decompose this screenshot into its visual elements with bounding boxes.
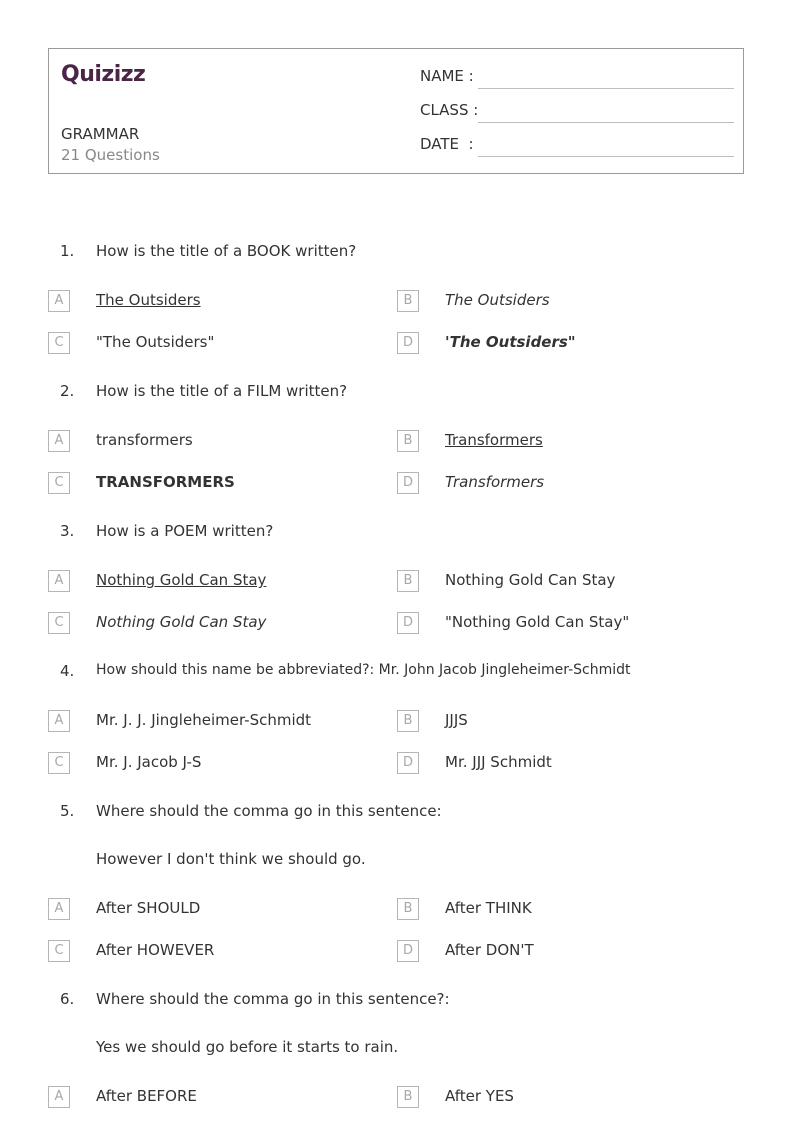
question-text: Where should the comma go in this sentence?: — [96, 990, 450, 1008]
option-d-text[interactable]: "Nothing Gold Can Stay" — [445, 613, 630, 631]
option-letter-b[interactable]: B — [397, 710, 419, 732]
option-letter-b[interactable]: B — [397, 898, 419, 920]
option-letter-a[interactable]: A — [48, 290, 70, 312]
option-letter-d[interactable]: D — [397, 612, 419, 634]
name-field[interactable] — [420, 67, 734, 91]
quizizz-logo-icon — [61, 59, 153, 89]
option-letter-b[interactable]: B — [397, 430, 419, 452]
question-text: How is the title of a BOOK written? — [96, 242, 357, 260]
option-b-text[interactable]: After YES — [445, 1087, 514, 1105]
option-letter-b[interactable]: B — [397, 1086, 419, 1108]
question-number: 5. — [60, 802, 75, 820]
option-b-text[interactable]: After THINK — [445, 899, 532, 917]
question-text: How is the title of a FILM written? — [96, 382, 348, 400]
option-c-text[interactable]: TRANSFORMERS — [96, 473, 235, 491]
class-field[interactable] — [420, 101, 734, 125]
option-letter-c[interactable]: C — [48, 752, 70, 774]
option-letter-d[interactable]: D — [397, 752, 419, 774]
option-a-text[interactable]: Mr. J. J. Jingleheimer-Schmidt — [96, 711, 312, 729]
question-number: 1. — [60, 242, 75, 260]
worksheet-header — [48, 48, 744, 174]
question-text: How is a POEM written? — [96, 522, 274, 540]
option-letter-d[interactable]: D — [397, 332, 419, 354]
option-letter-c[interactable]: C — [48, 612, 70, 634]
option-letter-a[interactable]: A — [48, 1086, 70, 1108]
option-letter-c[interactable]: C — [48, 332, 70, 354]
option-a-text[interactable]: After BEFORE — [96, 1087, 197, 1105]
question-number: 6. — [60, 990, 75, 1008]
question-number: 2. — [60, 382, 75, 400]
question-sentence: Yes we should go before it starts to rain. — [96, 1038, 399, 1056]
option-c-text[interactable]: "The Outsiders" — [96, 333, 215, 351]
option-b-text[interactable]: The Outsiders — [445, 291, 550, 309]
option-b-text[interactable]: Transformers — [445, 431, 543, 449]
option-letter-a[interactable]: A — [48, 898, 70, 920]
date-field[interactable] — [420, 135, 734, 159]
option-d-text[interactable]: After DON'T — [445, 941, 534, 959]
name-label: NAME : — [420, 67, 474, 85]
svg-text:Quizizz: Quizizz — [61, 62, 146, 87]
question-number: 3. — [60, 522, 75, 540]
option-c-text[interactable]: Mr. J. Jacob J-S — [96, 753, 202, 771]
quizizz-logo — [61, 59, 153, 93]
question-text: How should this name be abbreviated?: Mr. John Jacob Jingleheimer-Schmidt — [96, 662, 631, 678]
option-letter-a[interactable]: A — [48, 710, 70, 732]
option-d-text[interactable]: 'The Outsiders" — [445, 333, 576, 351]
question-count: 21 Questions — [61, 146, 160, 164]
option-letter-a[interactable]: A — [48, 570, 70, 592]
question-number: 4. — [60, 662, 75, 680]
option-letter-b[interactable]: B — [397, 570, 419, 592]
option-d-text[interactable]: Mr. JJJ Schmidt — [445, 753, 552, 771]
option-letter-c[interactable]: C — [48, 940, 70, 962]
option-letter-c[interactable]: C — [48, 472, 70, 494]
option-a-text[interactable]: Nothing Gold Can Stay — [96, 571, 267, 589]
option-letter-d[interactable]: D — [397, 472, 419, 494]
option-letter-b[interactable]: B — [397, 290, 419, 312]
date-line[interactable] — [478, 156, 734, 157]
option-c-text[interactable]: Nothing Gold Can Stay — [96, 613, 267, 631]
option-a-text[interactable]: After SHOULD — [96, 899, 201, 917]
option-c-text[interactable]: After HOWEVER — [96, 941, 215, 959]
question-sentence: However I don't think we should go. — [96, 850, 366, 868]
question-text: Where should the comma go in this sentence: — [96, 802, 442, 820]
option-letter-a[interactable]: A — [48, 430, 70, 452]
subject-title: GRAMMAR — [61, 125, 140, 143]
option-a-text[interactable]: The Outsiders — [96, 291, 201, 309]
option-b-text[interactable]: JJJS — [445, 711, 468, 729]
name-line[interactable] — [478, 88, 734, 89]
option-b-text[interactable]: Nothing Gold Can Stay — [445, 571, 616, 589]
class-line[interactable] — [478, 122, 734, 123]
option-letter-d[interactable]: D — [397, 940, 419, 962]
option-a-text[interactable]: transformers — [96, 431, 193, 449]
option-d-text[interactable]: Transformers — [445, 473, 545, 491]
date-label: DATE : — [420, 135, 474, 153]
class-label: CLASS : — [420, 101, 479, 119]
